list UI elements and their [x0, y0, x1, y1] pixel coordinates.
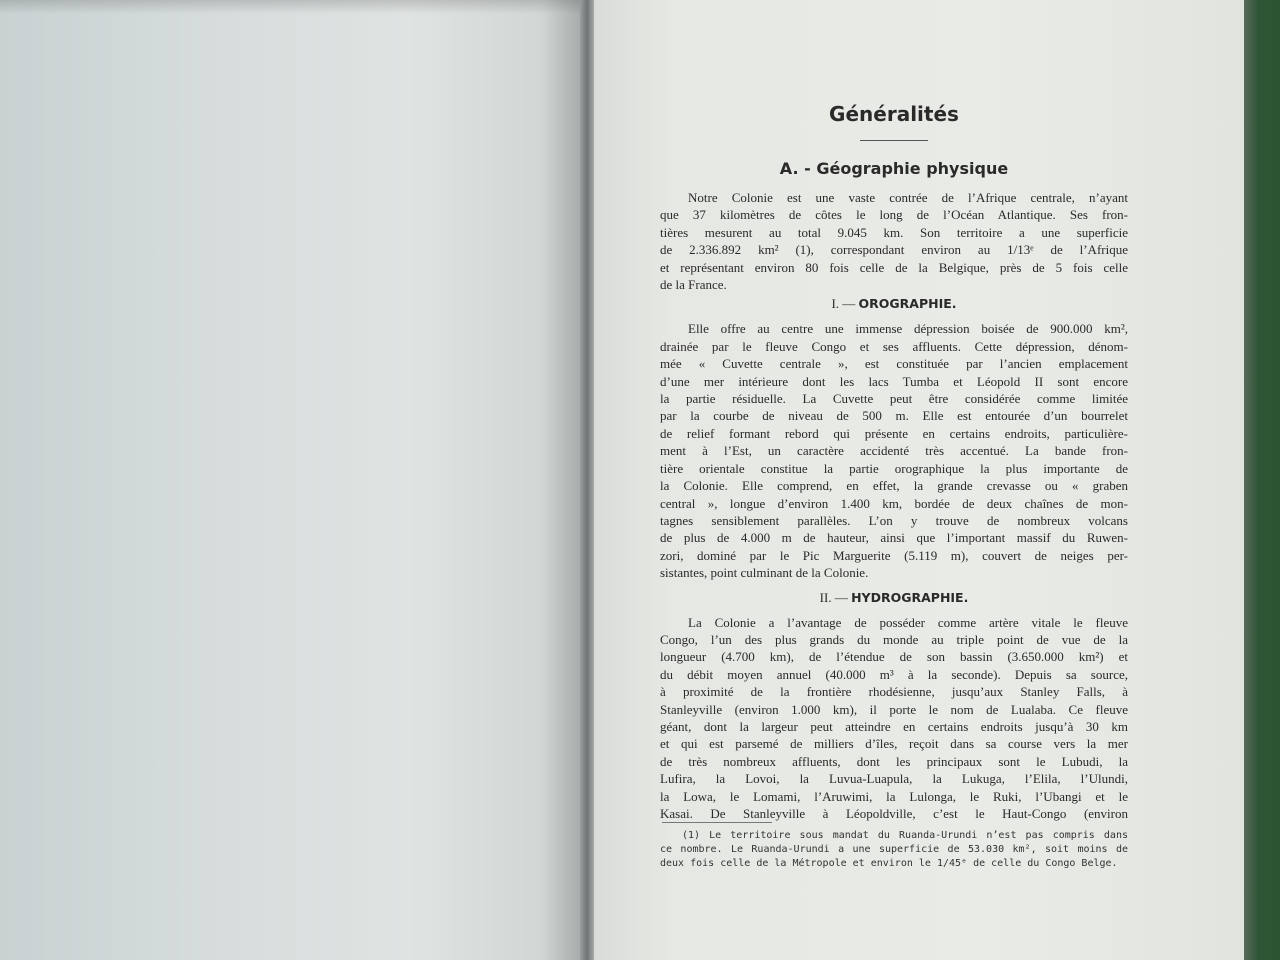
text-line: tières mesurent au total 9.045 km. Son territoire a une superficie — [660, 224, 1128, 240]
text-line: de relief formant rebord qui présente en certains endroits, particulière- — [660, 425, 1128, 441]
section-heading: A. - Géographie physique — [779, 159, 1009, 178]
text-line: Congo, l’un des plus grands du monde au triple point de vue de la — [660, 631, 1128, 647]
text-line: la Lowa, le Lomami, l’Aruwimi, la Lulonga, le Ruki, l’Ubangi et le — [660, 788, 1128, 804]
text-line: de la France. — [660, 277, 727, 293]
text-line: La Colonie a l’avantage de posséder comme artère vitale le fleuve — [688, 614, 1128, 630]
subsection-number: I. — — [831, 296, 856, 312]
footnote-line: (1) Le territoire sous mandat du Ruanda-Urundi n’est pas compris dans — [682, 830, 1128, 841]
text-line: la partie résiduelle. La Cuvette peut être considérée comme limitée — [660, 391, 1128, 407]
text-line: longueur (4.700 km), de l’étendue de son bassin (3.650.000 km²) et — [660, 649, 1128, 665]
page-top-shadow — [0, 0, 585, 14]
subsection-number: II. — — [819, 589, 848, 605]
text-line: Stanleyville (environ 1.000 km), il porte le nom de Lualaba. Ce fleuve — [660, 701, 1128, 717]
text-line: Elle offre au centre une immense dépression boisée de 900.000 km², — [688, 321, 1128, 337]
text-line: mée « Cuvette centrale », est constituée par l’ancien emplacement — [660, 356, 1128, 372]
table-background — [1244, 0, 1280, 960]
text-line: ment à l’Est, un caractère accidenté très accentué. La bande fron- — [660, 443, 1128, 459]
footnote-line: ce nombre. Le Ruanda-Urundi a une superficie de 53.030 km², soit moins de — [660, 844, 1128, 855]
text-line: tagnes sensiblement parallèles. L’on y trouve de nombreux volcans — [660, 512, 1128, 528]
text-line: de plus de 4.000 m de hauteur, ainsi que l’important massif du Ruwen- — [660, 530, 1128, 546]
text-line: drainée par le fleuve Congo et ses affluents. Cette dépression, dénom- — [660, 338, 1128, 354]
text-line: Lufira, la Lovoi, la Luvua-Luapula, la Lukuga, l’Elila, l’Ulundi, — [660, 771, 1128, 787]
orographie-paragraph — [660, 320, 1128, 581]
footnote-rule — [662, 822, 772, 823]
text-line: tière orientale constitue la partie orographique la plus importante de — [660, 460, 1128, 476]
text-line: d’une mer intérieure dont les lacs Tumba et Léopold II sont encore — [660, 373, 1128, 389]
text-line: de 2.336.892 km² (1), correspondant environ au 1/13ᵉ de l’Afrique — [660, 242, 1128, 258]
page-gutter-shadow — [545, 0, 585, 960]
text-line: Notre Colonie est une vaste contrée de l’Afrique centrale, n’ayant — [688, 190, 1128, 205]
text-line: et représentant environ 80 fois celle de la Belgique, près de 5 fois celle — [660, 259, 1128, 275]
subsection-heading-hydrographie — [660, 587, 1128, 609]
subsection-heading-orographie — [660, 293, 1128, 315]
footnote-line: deux fois celle de la Métropole et environ le 1/45ᵉ de celle du Congo Belge. — [660, 858, 1118, 869]
subsection-name: HYDROGRAPHIE. — [851, 589, 969, 605]
text-line: que 37 kilomètres de côtes le long de l’Océan Atlantique. Ses fron- — [660, 207, 1128, 223]
text-line: à proximité de la frontière rhodésienne, jusqu’aux Stanley Falls, à — [660, 684, 1128, 700]
title-rule — [860, 140, 928, 141]
text-line: zori, dominé par le Pic Marguerite (5.119 m), couvert de neiges per- — [660, 547, 1128, 563]
hydrographie-paragraph — [660, 614, 1128, 823]
text-line: Kasai. De Stanleyville à Léopoldville, c’est le Haut-Congo (environ — [660, 806, 1128, 821]
intro-paragraph — [660, 189, 1128, 293]
text-line: de très nombreux affluents, dont les principaux sont le Lubudi, la — [660, 753, 1128, 769]
subsection-name: OROGRAPHIE. — [858, 296, 957, 312]
text-line: géant, dont la largeur peut atteindre en certains endroits jusqu’à 30 km — [660, 718, 1128, 734]
text-line: et qui est parsemé de milliers d’îles, reçoit dans sa course vers la mer — [660, 736, 1128, 752]
text-line: du débit moyen annuel (40.000 m³ à la seconde). Depuis sa source, — [660, 666, 1128, 682]
left-blank-page — [0, 0, 585, 960]
page-content — [660, 100, 1128, 822]
page-title: Généralités — [829, 102, 959, 126]
text-line: par la courbe de niveau de 500 m. Elle est entourée d’un bourrelet — [660, 408, 1128, 424]
footnote — [660, 829, 1128, 871]
book-gutter — [580, 0, 594, 960]
text-line: central », longue d’environ 1.400 km, bordée de deux chaînes de mon- — [660, 495, 1128, 511]
text-line: la Colonie. Elle comprend, en effet, la grande crevasse ou « graben — [660, 478, 1128, 494]
text-line: sistantes, point culminant de la Colonie. — [660, 565, 869, 581]
